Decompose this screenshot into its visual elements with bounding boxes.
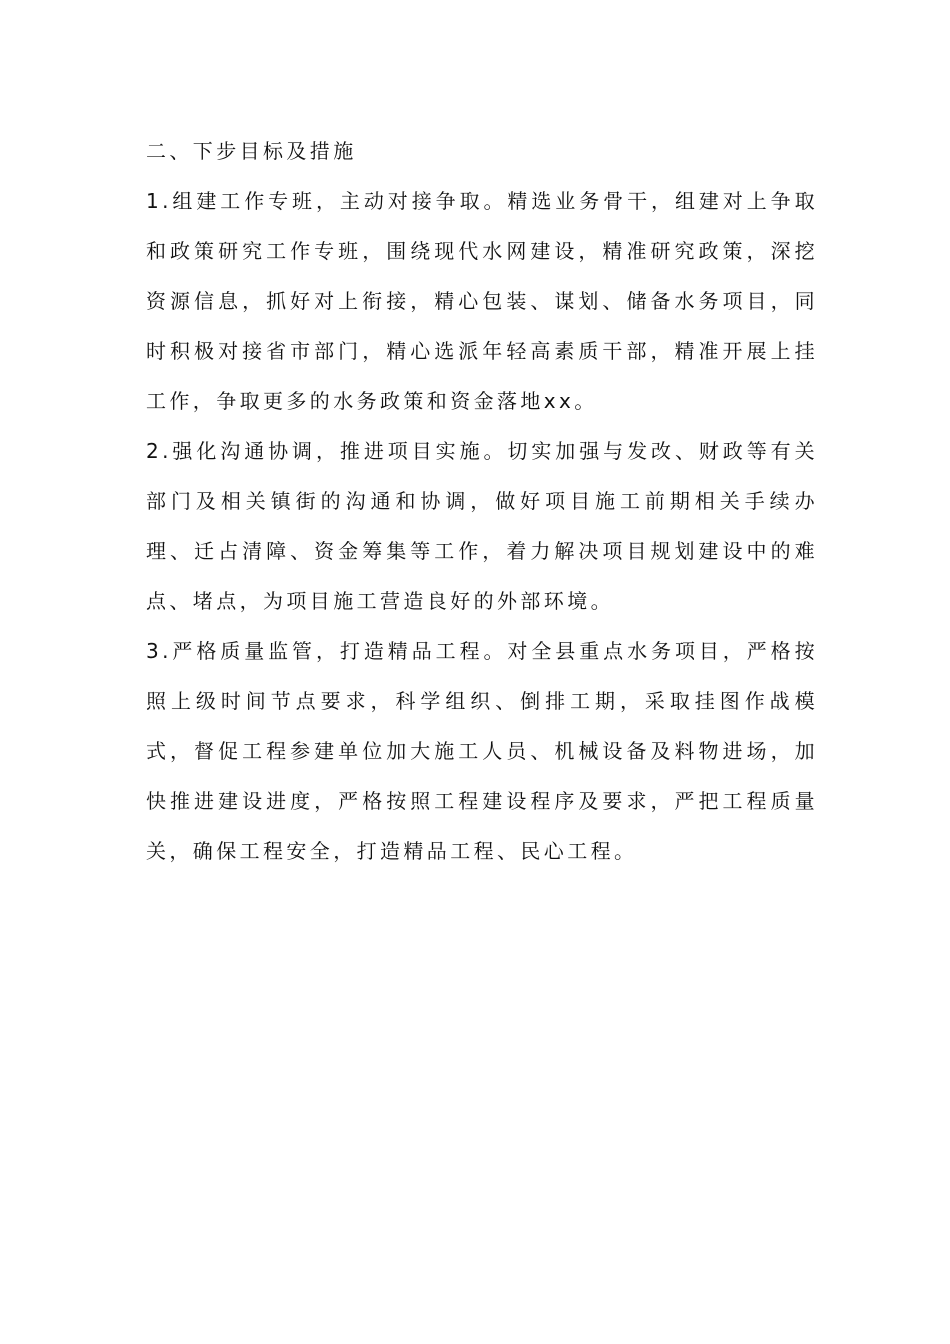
document-body (146, 126, 818, 876)
paragraph-3: 3.严格质量监管，打造精品工程。对全县重点水务项目，严格按照上级时间节点要求，科学组织、倒排工期，采取挂图作战模式，督促工程参建单位加大施工人员、机械设备及料物进场，加快推进建设进度，严格按照工程建设程序及要求，严把工程质量关，确保工程安全，打造精品工程、民心工程。 (146, 639, 818, 863)
paragraph-1: 1.组建工作专班，主动对接争取。精选业务骨干，组建对上争取和政策研究工作专班，围绕现代水网建设，精准研究政策，深挖资源信息，抓好对上衔接，精心包装、谋划、储备水务项目，同时积极对接省市部门，精心选派年轻高素质干部，精准开展上挂工作，争取更多的水务政策和资金落地xx。 (146, 189, 818, 413)
section-heading: 二、下步目标及措施 (146, 139, 357, 163)
paragraph-2: 2.强化沟通协调，推进项目实施。切实加强与发改、财政等有关部门及相关镇街的沟通和协调，做好项目施工前期相关手续办理、迁占清障、资金筹集等工作，着力解决项目规划建设中的难点、堵点，为项目施工营造良好的外部环境。 (146, 439, 818, 613)
